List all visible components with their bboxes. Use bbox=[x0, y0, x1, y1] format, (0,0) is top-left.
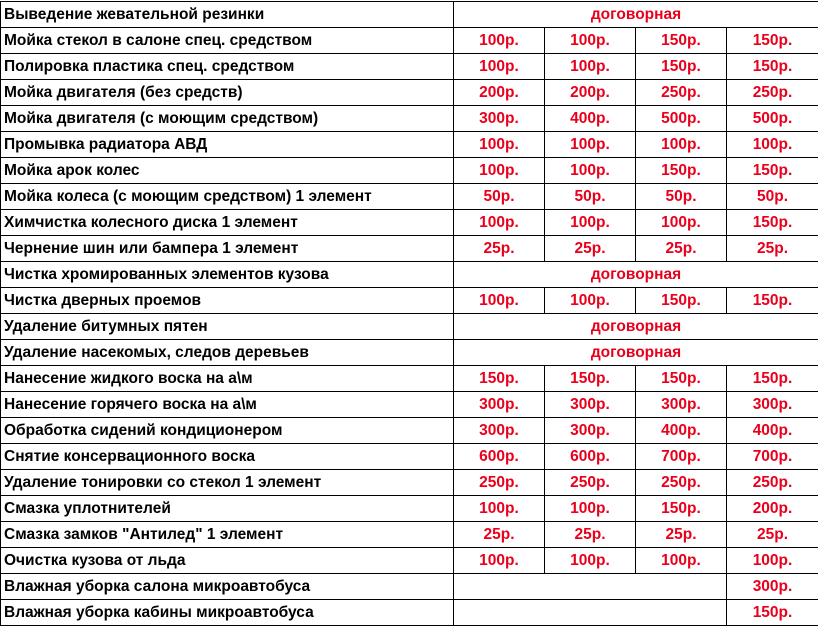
empty-price-cell bbox=[454, 574, 727, 600]
service-name: Влажная уборка салона микроавтобуса bbox=[1, 574, 454, 600]
price-cell: 250р. bbox=[454, 470, 545, 496]
price-cell: 100р. bbox=[454, 288, 545, 314]
table-row bbox=[1, 522, 818, 548]
service-name: Мойка двигателя (без средств) bbox=[1, 80, 454, 106]
price-cell: 150р. bbox=[727, 288, 818, 314]
table-row bbox=[1, 2, 818, 28]
service-name: Мойка двигателя (с моющим средством) bbox=[1, 106, 454, 132]
service-name: Чистка хромированных элементов кузова bbox=[1, 262, 454, 288]
service-name: Мойка стекол в салоне спец. средством bbox=[1, 28, 454, 54]
price-cell: 300р. bbox=[636, 392, 727, 418]
price-cell: 250р. bbox=[727, 80, 818, 106]
price-cell: 25р. bbox=[727, 522, 818, 548]
price-cell: 150р. bbox=[636, 28, 727, 54]
price-cell: 100р. bbox=[545, 548, 636, 574]
price-cell: 700р. bbox=[636, 444, 727, 470]
price-cell: 150р. bbox=[545, 366, 636, 392]
service-name: Смазка уплотнителей bbox=[1, 496, 454, 522]
price-cell: 100р. bbox=[454, 28, 545, 54]
price-cell: 150р. bbox=[727, 158, 818, 184]
table-row bbox=[1, 392, 818, 418]
price-cell: 600р. bbox=[454, 444, 545, 470]
price-cell: 100р. bbox=[454, 158, 545, 184]
service-name: Мойка колеса (с моющим средством) 1 элемент bbox=[1, 184, 454, 210]
price-cell: 500р. bbox=[727, 106, 818, 132]
price-cell: 100р. bbox=[545, 158, 636, 184]
service-name: Удаление тонировки со стекол 1 элемент bbox=[1, 470, 454, 496]
price-cell: 100р. bbox=[454, 132, 545, 158]
price-cell: 25р. bbox=[454, 236, 545, 262]
price-cell: 50р. bbox=[545, 184, 636, 210]
price-cell: 200р. bbox=[545, 80, 636, 106]
price-cell: 200р. bbox=[454, 80, 545, 106]
price-cell: 250р. bbox=[545, 470, 636, 496]
service-name: Химчистка колесного диска 1 элемент bbox=[1, 210, 454, 236]
negotiable-price: договорная bbox=[454, 314, 818, 340]
service-name: Нанесение горячего воска на а\м bbox=[1, 392, 454, 418]
price-cell: 400р. bbox=[727, 418, 818, 444]
price-cell: 100р. bbox=[545, 54, 636, 80]
service-name: Обработка сидений кондиционером bbox=[1, 418, 454, 444]
price-cell: 150р. bbox=[636, 366, 727, 392]
price-cell: 100р. bbox=[636, 132, 727, 158]
service-name: Удаление насекомых, следов деревьев bbox=[1, 340, 454, 366]
table-row bbox=[1, 106, 818, 132]
price-cell: 150р. bbox=[636, 54, 727, 80]
price-cell: 100р. bbox=[545, 288, 636, 314]
price-cell: 50р. bbox=[454, 184, 545, 210]
price-cell: 150р. bbox=[454, 366, 545, 392]
price-cell: 25р. bbox=[545, 236, 636, 262]
price-cell: 100р. bbox=[545, 132, 636, 158]
price-cell: 25р. bbox=[454, 522, 545, 548]
price-cell: 100р. bbox=[636, 210, 727, 236]
price-cell: 250р. bbox=[636, 470, 727, 496]
price-cell: 100р. bbox=[727, 548, 818, 574]
minibus-price: 300р. bbox=[727, 574, 818, 600]
table-row bbox=[1, 314, 818, 340]
price-cell: 300р. bbox=[727, 392, 818, 418]
service-name: Влажная уборка кабины микроавтобуса bbox=[1, 600, 454, 626]
table-row bbox=[1, 184, 818, 210]
price-cell: 25р. bbox=[636, 236, 727, 262]
price-cell: 25р. bbox=[636, 522, 727, 548]
price-cell: 400р. bbox=[545, 106, 636, 132]
table-row bbox=[1, 158, 818, 184]
service-name: Снятие консервационного воска bbox=[1, 444, 454, 470]
service-name: Удаление битумных пятен bbox=[1, 314, 454, 340]
price-cell: 150р. bbox=[636, 158, 727, 184]
price-cell: 250р. bbox=[636, 80, 727, 106]
price-cell: 50р. bbox=[727, 184, 818, 210]
table-row bbox=[1, 340, 818, 366]
price-cell: 400р. bbox=[636, 418, 727, 444]
table-row bbox=[1, 210, 818, 236]
table-row bbox=[1, 496, 818, 522]
price-cell: 25р. bbox=[545, 522, 636, 548]
price-cell: 50р. bbox=[636, 184, 727, 210]
price-cell: 500р. bbox=[636, 106, 727, 132]
negotiable-price: договорная bbox=[454, 262, 818, 288]
table-row bbox=[1, 28, 818, 54]
service-name: Промывка радиатора АВД bbox=[1, 132, 454, 158]
table-row bbox=[1, 288, 818, 314]
price-cell: 100р. bbox=[454, 548, 545, 574]
price-cell: 150р. bbox=[636, 288, 727, 314]
price-cell: 100р. bbox=[545, 28, 636, 54]
service-name: Выведение жевательной резинки bbox=[1, 2, 454, 28]
table-row bbox=[1, 132, 818, 158]
price-cell: 100р. bbox=[454, 54, 545, 80]
table-row bbox=[1, 470, 818, 496]
price-list-table bbox=[0, 1, 818, 626]
price-cell: 100р. bbox=[545, 496, 636, 522]
price-cell: 150р. bbox=[727, 28, 818, 54]
table-row bbox=[1, 54, 818, 80]
empty-price-cell bbox=[454, 600, 727, 626]
table-row bbox=[1, 262, 818, 288]
price-cell: 100р. bbox=[636, 548, 727, 574]
service-name: Мойка арок колес bbox=[1, 158, 454, 184]
table-row bbox=[1, 418, 818, 444]
table-row bbox=[1, 574, 818, 600]
price-cell: 300р. bbox=[545, 392, 636, 418]
table-row bbox=[1, 80, 818, 106]
price-cell: 200р. bbox=[727, 496, 818, 522]
table-row bbox=[1, 236, 818, 262]
service-name: Нанесение жидкого воска на а\м bbox=[1, 366, 454, 392]
price-cell: 150р. bbox=[727, 210, 818, 236]
price-cell: 150р. bbox=[636, 496, 727, 522]
service-name: Чистка дверных проемов bbox=[1, 288, 454, 314]
price-cell: 100р. bbox=[545, 210, 636, 236]
table-row bbox=[1, 548, 818, 574]
table-row bbox=[1, 366, 818, 392]
table-row bbox=[1, 600, 818, 626]
price-cell: 25р. bbox=[727, 236, 818, 262]
negotiable-price: договорная bbox=[454, 2, 818, 28]
price-cell: 300р. bbox=[545, 418, 636, 444]
price-cell: 600р. bbox=[545, 444, 636, 470]
price-cell: 700р. bbox=[727, 444, 818, 470]
service-name: Смазка замков "Антилед" 1 элемент bbox=[1, 522, 454, 548]
minibus-price: 150р. bbox=[727, 600, 818, 626]
price-cell: 150р. bbox=[727, 54, 818, 80]
price-cell: 300р. bbox=[454, 106, 545, 132]
price-cell: 100р. bbox=[454, 496, 545, 522]
negotiable-price: договорная bbox=[454, 340, 818, 366]
price-cell: 150р. bbox=[727, 366, 818, 392]
price-list-body bbox=[1, 2, 818, 626]
price-cell: 300р. bbox=[454, 418, 545, 444]
service-name: Полировка пластика спец. средством bbox=[1, 54, 454, 80]
price-cell: 300р. bbox=[454, 392, 545, 418]
price-cell: 100р. bbox=[454, 210, 545, 236]
service-name: Очистка кузова от льда bbox=[1, 548, 454, 574]
service-name: Чернение шин или бампера 1 элемент bbox=[1, 236, 454, 262]
price-cell: 250р. bbox=[727, 470, 818, 496]
price-cell: 100р. bbox=[727, 132, 818, 158]
table-row bbox=[1, 444, 818, 470]
